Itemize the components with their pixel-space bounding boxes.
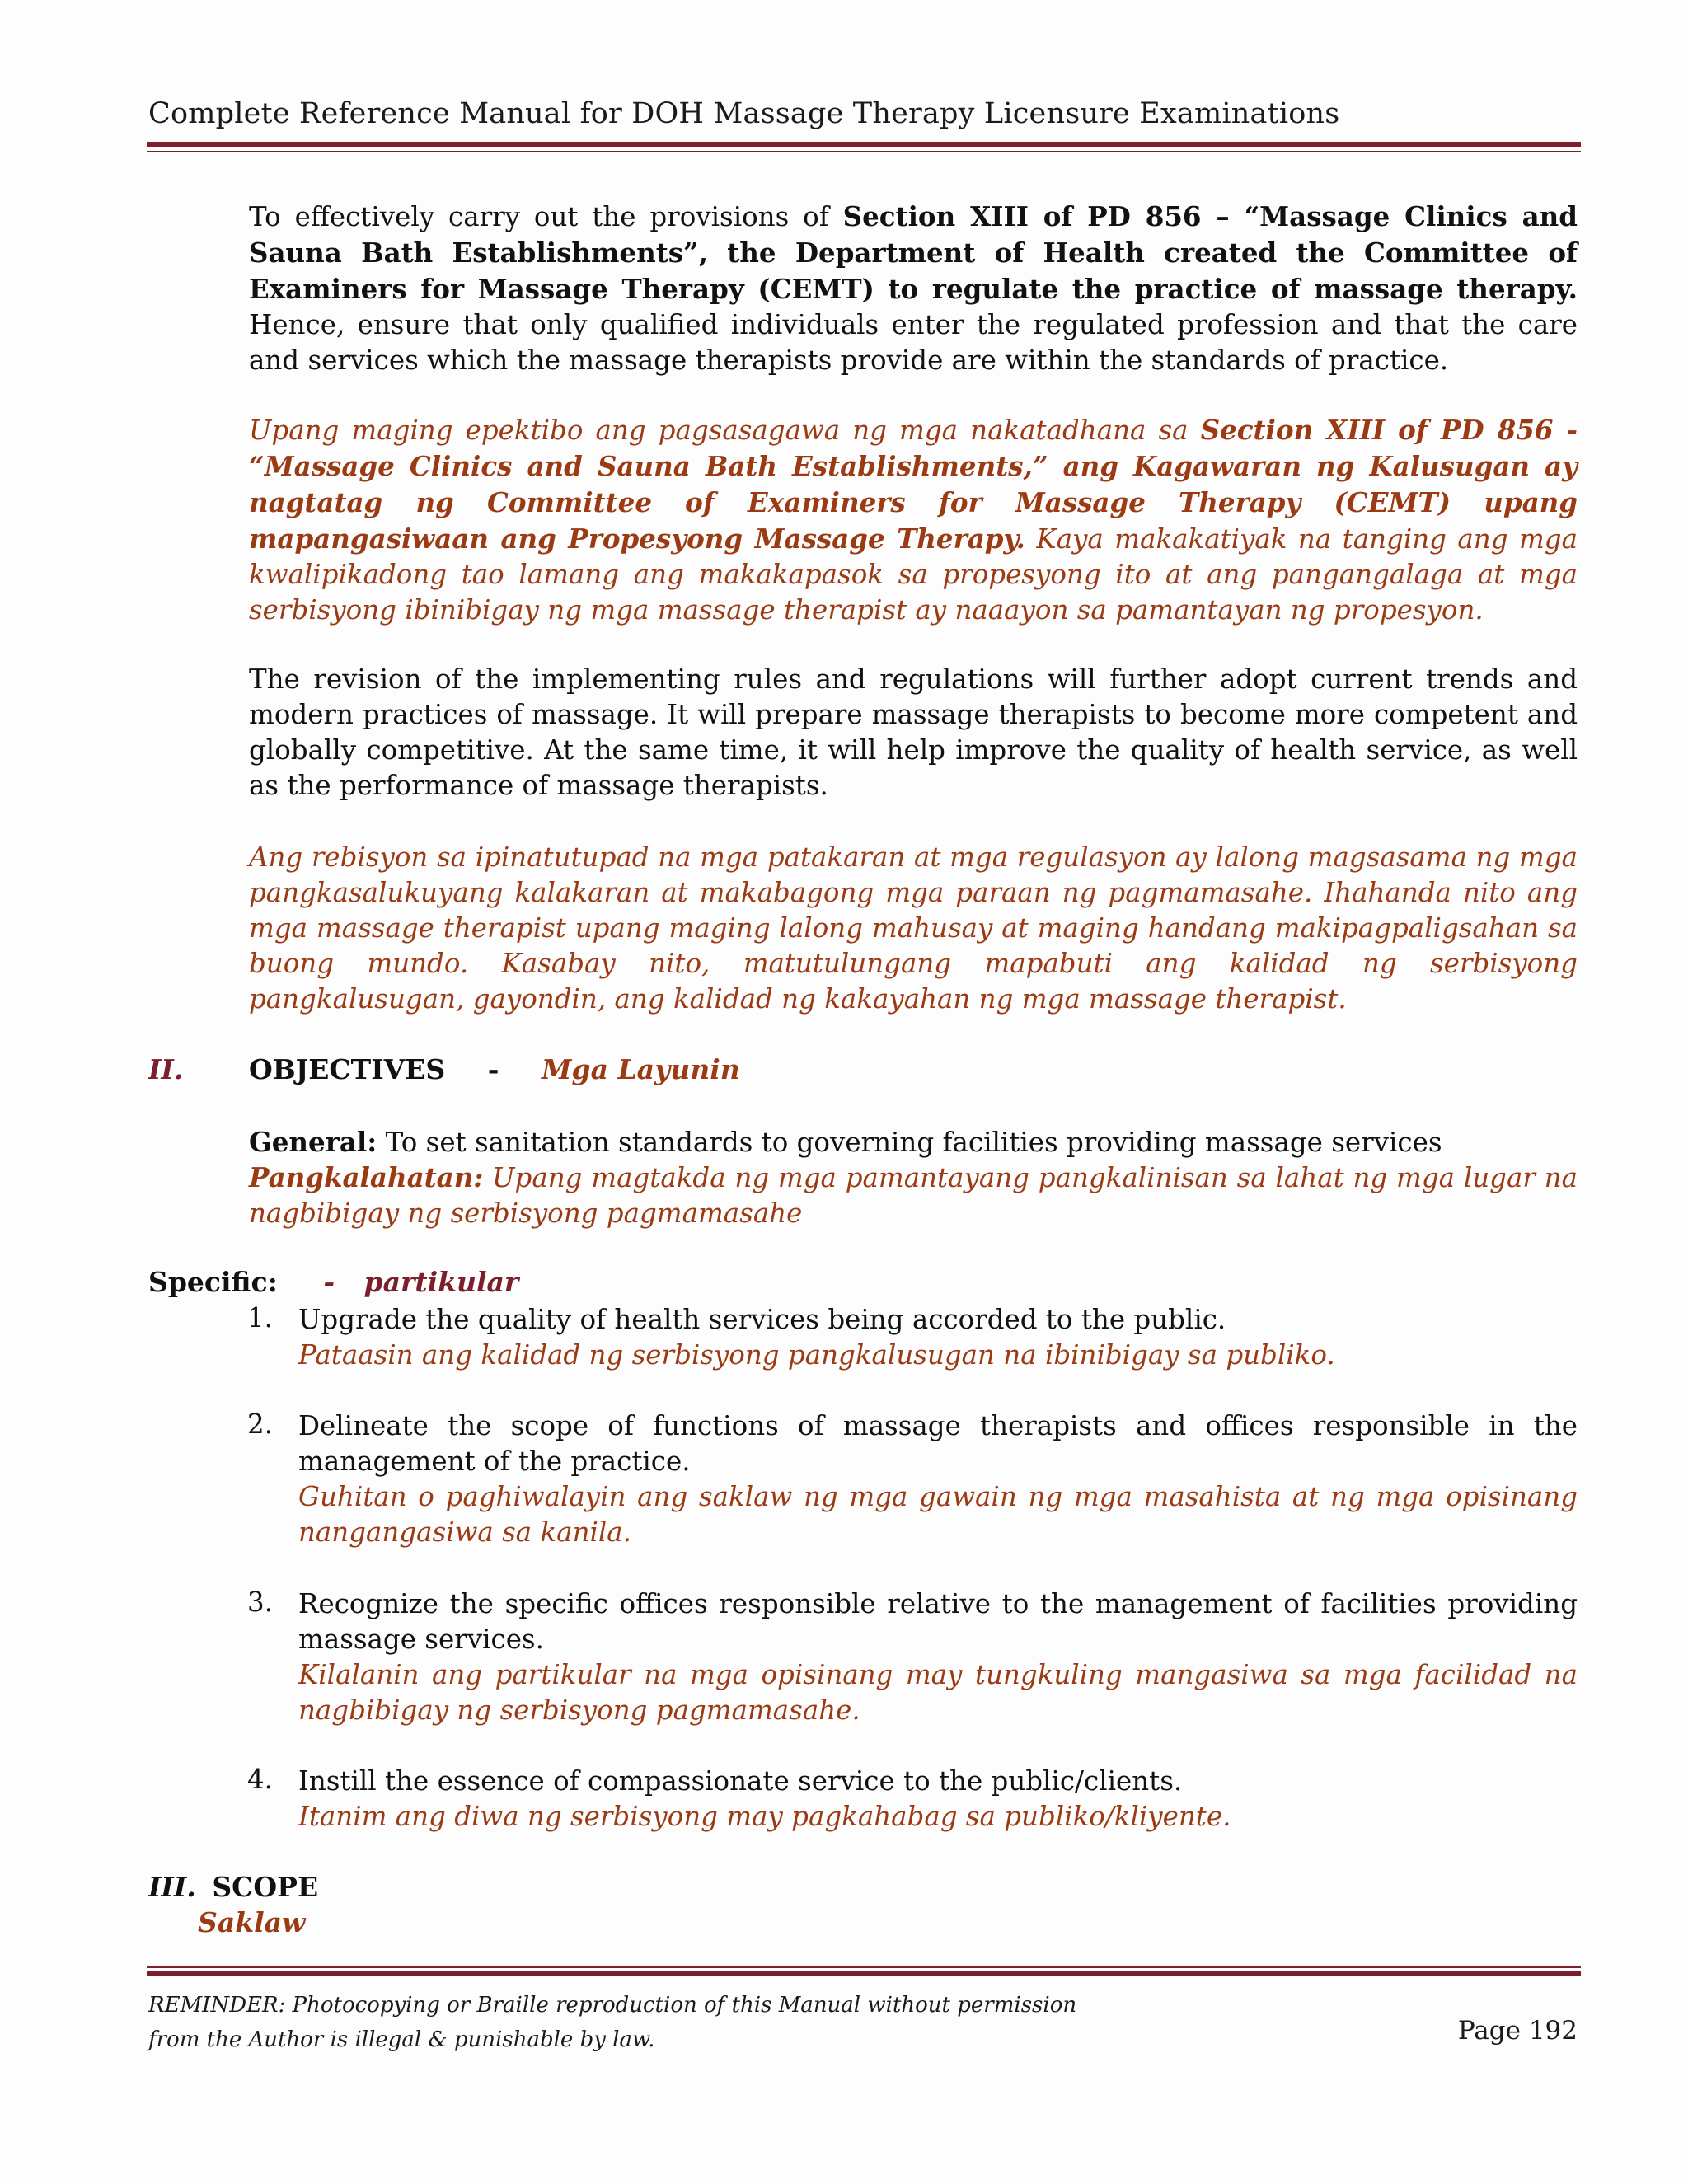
- list-item: [298, 1408, 1578, 1550]
- intro-tl-bold: Section XIII of PD 856 - “Massage Clinics and Sauna Bath Establishments,” ang Kagawaran ng Kalusugan ay nagtatag ng Committee of Examiners for Massage Therapy (CEMT) upang mapangasiwaan ang Propesyong Massage Therapy.: [249, 414, 1578, 555]
- list-item-number: 2.: [247, 1408, 274, 1440]
- list-item-number: 4.: [247, 1764, 274, 1795]
- general-objective-tl: [249, 1160, 1578, 1231]
- reminder-line-2: from the Author is illegal & punishable by law.: [148, 2027, 655, 2052]
- footer-rule-thin: [147, 1966, 1581, 1968]
- intro-en-bold: Section XIII of PD 856 – “Massage Clinics and Sauna Bath Establishments”, the Department of Health created the Committee of Examiners for Massage Therapy (CEMT) to regulate the practice of massage therapy.: [249, 200, 1578, 305]
- list-item-en: Recognize the specific offices responsible relative to the management of facilities providing massage services.: [298, 1588, 1578, 1655]
- list-item-tl: Pataasin ang kalidad ng serbisyong pangkalusugan na ibinibigay sa publiko.: [298, 1339, 1335, 1371]
- list-item-tl: Kilalanin ang partikular na mga opisinang may tungkuling mangasiwa sa mga facilidad na nagbibigay ng serbisyong pagmamasahe.: [298, 1659, 1578, 1726]
- list-item-number: 3.: [247, 1586, 274, 1618]
- scope-title-tl: Saklaw: [198, 1906, 306, 1938]
- list-item-number: 1.: [247, 1302, 274, 1333]
- page-number: Page 192: [1457, 2016, 1578, 2046]
- objectives-numeral: II.: [148, 1053, 184, 1085]
- objectives-heading: [148, 1053, 183, 1085]
- list-item: [298, 1586, 1578, 1728]
- intro-en-text-end: Hence, ensure that only qualified individuals enter the regulated profession and that the care and services which the massage therapists provide are within the standards of practice.: [249, 309, 1578, 376]
- objectives-dash: -: [487, 1053, 499, 1085]
- reminder-line-1: REMINDER: Photocopying or Braille reproduction of this Manual without permission: [148, 1993, 1077, 2018]
- intro-paragraph-tl: [249, 412, 1578, 628]
- list-item: [298, 1302, 1578, 1373]
- list-item-en: Delineate the scope of functions of massage therapists and offices responsible in the management of the practice.: [298, 1410, 1578, 1477]
- general-text: To set sanitation standards to governing facilities providing massage services: [377, 1127, 1442, 1158]
- reminder-note: [148, 1988, 1076, 2057]
- intro-paragraph-en: [249, 199, 1578, 378]
- specific-label: Specific:: [148, 1266, 278, 1298]
- list-item-tl: Itanim ang diwa ng serbisyong may pagkahabag sa publiko/kliyente.: [298, 1801, 1231, 1832]
- header-rule-thin: [147, 151, 1581, 152]
- general-objective: [249, 1124, 1578, 1160]
- general-label: General:: [249, 1126, 377, 1158]
- scope-title: SCOPE: [212, 1871, 319, 1903]
- objectives-title-tl: Mga Layunin: [541, 1053, 740, 1085]
- scope-heading: [148, 1871, 318, 1903]
- specific-title-tl: partikular: [363, 1266, 519, 1298]
- intro-tl-text-end: Kaya makakatiyak na tanging ang mga kwalipikadong tao lamang ang makakapasok sa propesyong ito at ang pangangalaga at mga serbisyong ibinibigay ng mga massage therapist ay naaayon sa pamantayan ng propesyon.: [249, 523, 1578, 626]
- revision-paragraph-en: The revision of the implementing rules and regulations will further adopt current trends and modern practices of massage. It will prepare massage therapists to become more competent and globally competitive. At the same time, it will help improve the quality of health service, as well as the performance of massage therapists.: [249, 663, 1578, 801]
- objectives-title: OBJECTIVES: [249, 1053, 446, 1085]
- general-tl-text: Upang magtakda ng mga pamantayang pangkalinisan sa lahat ng mga lugar na nagbibigay ng serbisyong pagmamasahe: [249, 1162, 1578, 1229]
- footer-rule-thick: [147, 1971, 1581, 1976]
- list-item-tl: Guhitan o paghiwalayin ang saklaw ng mga gawain ng mga masahista at ng mga opisinang nangangasiwa sa kanila.: [298, 1481, 1578, 1548]
- objectives-title-row: [249, 1053, 740, 1085]
- manual-title: Complete Reference Manual for DOH Massage Therapy Licensure Examinations: [148, 97, 1340, 130]
- intro-en-text: To effectively carry out the provisions of: [249, 201, 843, 232]
- general-tl-label: Pangkalahatan:: [249, 1161, 484, 1193]
- intro-tl-text: Upang maging epektibo ang pagsasagawa ng mga nakatadhana sa: [249, 415, 1201, 446]
- list-item-en: Upgrade the quality of health services being accorded to the public.: [298, 1304, 1226, 1335]
- list-item-en: Instill the essence of compassionate service to the public/clients.: [298, 1765, 1183, 1797]
- specific-heading: [148, 1266, 518, 1298]
- revision-paragraph-tl: Ang rebisyon sa ipinatutupad na mga patakaran at mga regulasyon ay lalong magsasama ng mga pangkasalukuyang kalakaran at makabagong mga paraan ng pagmamasahe. Ihahanda nito ang mga massage therapist upang maging lalong mahusay at maging handang makipagpaligsahan sa buong mundo. Kasabay nito, matutulungang mapabuti ang kalidad ng serbisyong pangkalusugan, gayondin, ang kalidad ng kakayahan ng mga massage therapist.: [249, 841, 1578, 1015]
- list-item: [298, 1764, 1578, 1835]
- specific-dash: -: [323, 1266, 335, 1298]
- header-rule-thick: [147, 142, 1581, 147]
- scope-numeral: III.: [148, 1871, 196, 1903]
